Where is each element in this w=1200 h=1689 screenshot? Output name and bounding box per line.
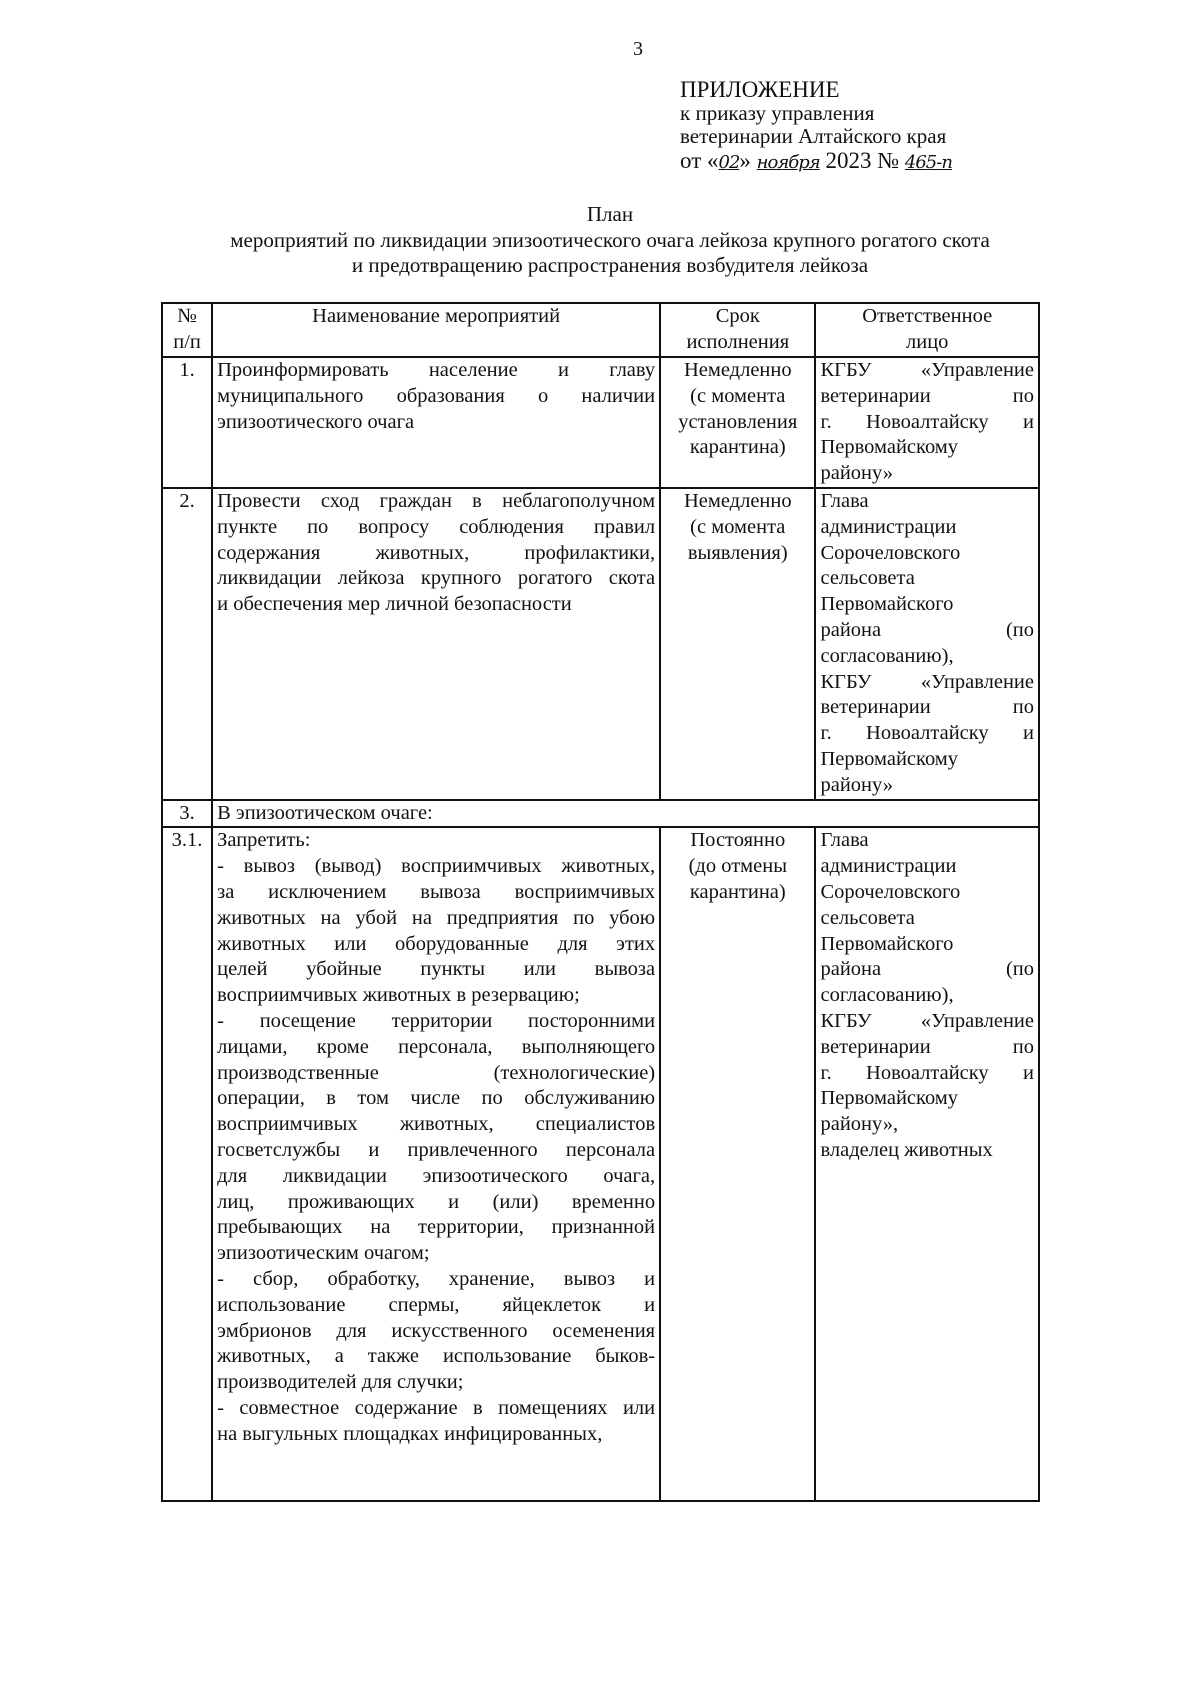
cell-line: согласованию),	[820, 644, 954, 667]
deadline	[660, 488, 815, 800]
cell-line: лиц, проживающих и (или) временно	[217, 1190, 656, 1213]
cell-line: госветслужбы и привлеченного персонала	[217, 1138, 656, 1161]
measure-name	[212, 357, 660, 488]
cell-line: Ответственное	[862, 305, 993, 327]
cell-line: Провести сход граждан в неблагополучном	[217, 490, 656, 512]
cell-line: ветеринарии по	[820, 1035, 1034, 1058]
responsible	[815, 488, 1039, 800]
cell-line: КГБУ «Управление	[820, 1009, 1034, 1032]
cell-line: карантина)	[689, 436, 786, 459]
cell-line: пребывающих на территории, признанной	[217, 1216, 656, 1239]
cell-line: району»	[820, 462, 894, 485]
row-number: 2.	[162, 488, 212, 800]
cell-line: Сорочеловского	[820, 880, 961, 903]
title-line: и предотвращению распространения возбудителя лейкоза	[351, 253, 869, 277]
cell-line: району»	[820, 773, 894, 796]
appendix-line: к приказу управления	[680, 100, 875, 125]
cell-line: животных на убой на предприятия по убою	[217, 906, 656, 929]
document-title	[160, 202, 1060, 279]
cell-line: содержания животных, профилактики,	[217, 541, 656, 564]
cell-line: ветеринарии по	[820, 696, 1034, 719]
cell-line: на выгульных площадках инфицированных,	[217, 1422, 603, 1445]
handwritten-month: ноября	[756, 151, 820, 173]
cell-line: за исключением вывоза восприимчивых	[217, 880, 656, 903]
cell-line: района (по	[820, 618, 1034, 641]
cell-line: исполнения	[686, 330, 790, 353]
cell-line: Сорочеловского	[820, 541, 961, 564]
responsible	[815, 357, 1039, 488]
table-row	[162, 800, 1039, 828]
cell-line: сельсовета	[820, 906, 915, 929]
cell-line: - сбор, обработку, хранение, вывоз и	[217, 1267, 656, 1290]
appendix-line: ветеринарии Алтайского края	[680, 124, 947, 148]
cell-line: - посещение территории посторонними	[217, 1009, 656, 1032]
cell-line: (с момента	[690, 515, 786, 538]
date-year: 2023 №	[825, 147, 900, 173]
cell-line: ликвидации лейкоза крупного рогатого скота	[217, 567, 656, 590]
cell-line: пункте по вопросу соблюдения правил	[217, 515, 656, 538]
cell-line: лицо	[906, 330, 949, 353]
cell-line: администрации	[820, 855, 957, 878]
cell-line: Первомайскому	[820, 1087, 959, 1110]
cell-line: Глава	[820, 829, 869, 852]
cell-line: Глава	[820, 490, 869, 512]
deadline	[660, 827, 815, 1501]
cell-line: лицами, кроме персонала, выполняющего	[217, 1035, 656, 1058]
cell-line: - вывоз (вывод) восприимчивых животных,	[217, 855, 656, 878]
cell-line: ветеринарии по	[820, 384, 1034, 407]
cell-line: использование спермы, яйцеклеток и	[217, 1293, 656, 1316]
cell-line: (с момента	[690, 384, 786, 407]
cell-line: Немедленно	[683, 359, 792, 381]
cell-line: животных, а также использование быков-	[217, 1345, 656, 1368]
measures-table	[161, 302, 1040, 1502]
cell-line: выявления)	[687, 541, 788, 564]
cell-line: КГБУ «Управление	[820, 670, 1034, 693]
cell-line: (до отмены	[688, 855, 787, 878]
deadline	[660, 357, 815, 488]
cell-line: карантина)	[689, 880, 786, 903]
cell-line: г. Новоалтайску и	[820, 410, 1034, 433]
row-number: 1.	[162, 357, 212, 488]
table-row	[162, 488, 1039, 800]
cell-line: района (по	[820, 958, 1034, 981]
cell-line: эпизоотическим очагом;	[217, 1242, 430, 1265]
cell-line: операции, в том числе по обслуживанию	[217, 1087, 656, 1110]
header-num	[162, 303, 212, 357]
cell-line: производственные (технологические)	[217, 1061, 656, 1084]
cell-line: Постоянно	[690, 829, 786, 852]
responsible	[815, 827, 1039, 1501]
header-term	[660, 303, 815, 357]
cell-line: Немедленно	[683, 490, 792, 512]
cell-line: целей убойные пункты или вывоза	[217, 958, 656, 981]
cell-line: эпизоотического очага	[217, 410, 415, 433]
header-name	[212, 303, 660, 357]
handwritten-number: 465-п	[904, 151, 952, 173]
table-row	[162, 827, 1039, 1501]
title-line: План	[586, 202, 634, 226]
cell-line: Наименование мероприятий	[312, 305, 561, 327]
appendix-block	[680, 78, 952, 174]
table-row	[162, 357, 1039, 488]
cell-line: г. Новоалтайску и	[820, 1061, 1034, 1084]
appendix-title: ПРИЛОЖЕНИЕ	[680, 77, 840, 102]
cell-line: эмбрионов для искусственного осеменения	[217, 1319, 656, 1342]
cell-line: КГБУ «Управление	[820, 359, 1034, 381]
cell-line: №	[177, 305, 197, 327]
cell-line: Проинформировать население и главу	[217, 359, 656, 381]
cell-line: для ликвидации эпизоотического очага,	[217, 1164, 656, 1187]
measure-name	[212, 488, 660, 800]
cell-line: району»,	[820, 1113, 899, 1136]
table-header	[162, 303, 1039, 357]
cell-line: сельсовета	[820, 567, 915, 590]
cell-line: муниципального образования о наличии	[217, 384, 656, 407]
cell-line: Первомайского	[820, 593, 954, 616]
cell-line: г. Новоалтайску и	[820, 722, 1034, 745]
cell-line: Первомайскому	[820, 436, 959, 459]
cell-line: Срок	[715, 305, 760, 327]
cell-line: согласованию),	[820, 984, 954, 1007]
header-responsible	[815, 303, 1039, 357]
cell-line: п/п	[173, 330, 201, 353]
cell-line: Первомайского	[820, 932, 954, 955]
cell-line: администрации	[820, 515, 957, 538]
page-number: 3	[633, 38, 643, 60]
cell-line: - совместное содержание в помещениях или	[217, 1396, 656, 1419]
cell-line: животных или оборудованные для этих	[217, 932, 656, 955]
section-heading: В эпизоотическом очаге:	[212, 800, 1039, 828]
cell-line: владелец животных	[820, 1138, 993, 1161]
cell-line: производителей для случки;	[217, 1371, 464, 1394]
cell-line: восприимчивых животных, специалистов	[217, 1113, 656, 1136]
row-number: 3.	[162, 800, 212, 828]
cell-line: установления	[678, 410, 798, 433]
measure-name	[212, 827, 660, 1501]
handwritten-day: 02	[718, 151, 740, 173]
title-line: мероприятий по ликвидации эпизоотического очага лейкоза крупного рогатого скота	[230, 227, 990, 252]
row-number: 3.1.	[162, 827, 212, 1501]
cell-line: и обеспечения мер личной безопасности	[217, 593, 572, 616]
cell-line: восприимчивых животных в резервацию;	[217, 984, 580, 1007]
appendix-date: от «02» ноября 2023 № 465-п	[680, 147, 952, 173]
cell-line: Первомайскому	[820, 747, 959, 770]
cell-line: Запретить:	[217, 829, 311, 852]
date-prefix: от «	[680, 147, 719, 173]
